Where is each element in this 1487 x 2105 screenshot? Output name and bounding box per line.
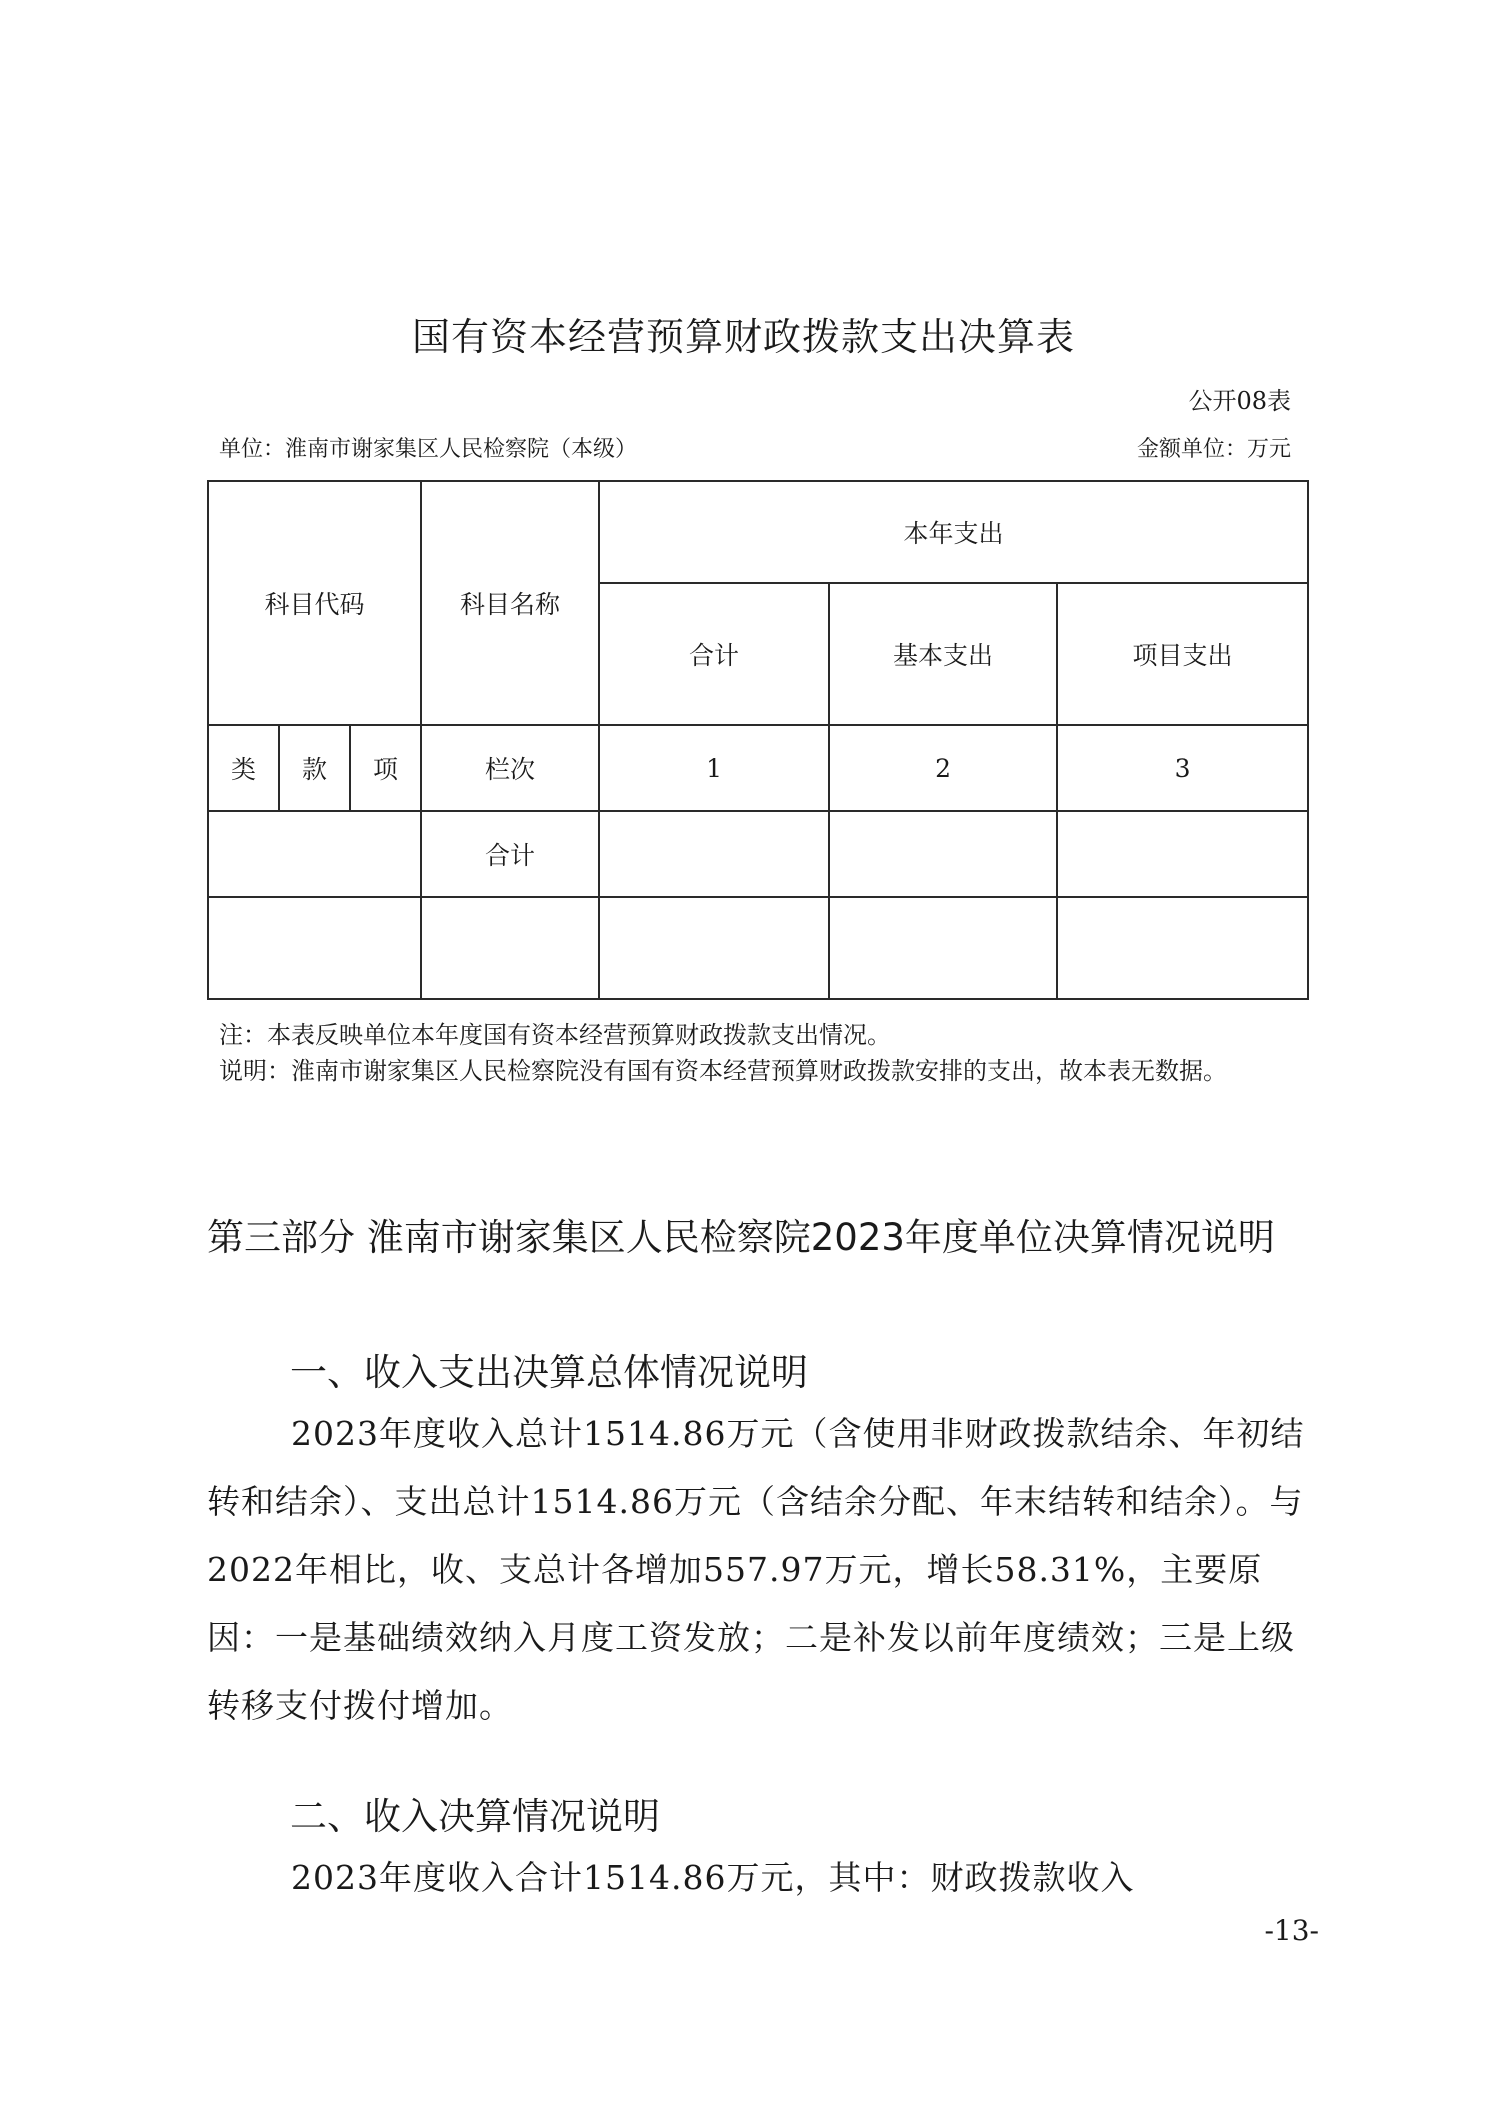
- header-item: 项: [350, 725, 421, 811]
- empty-row-total: [599, 897, 829, 999]
- section-one-paragraph: 2023年度收入总计1514.86万元（含使用非财政拨款结余、年初结转和结余）、支出总计1514.86万元（含结余分配、年末结转和结余）。与2022年相比，收、支总计各增加557.97万元，增长58.31%，主要原因：一是基础绩效纳入月度工资发放；二是补发以前年度绩效；三是上级转移支付拨付增加。: [207, 1414, 1305, 1725]
- total-row-code: [208, 811, 421, 897]
- header-column-no: 栏次: [421, 725, 599, 811]
- header-section: 款: [279, 725, 350, 811]
- amount-unit-label: 金额单位：万元: [1136, 437, 1291, 462]
- table-title: 国有资本经营预算财政拨款支出决算表: [411, 315, 1075, 359]
- table-explanation: 说明：淮南市谢家集区人民检察院没有国有资本经营预算财政拨款安排的支出，故本表无数据。: [219, 1057, 1227, 1085]
- form-number: 公开08表: [1188, 387, 1291, 415]
- empty-row-project: [1057, 897, 1308, 999]
- header-basic-expense: 基本支出: [829, 583, 1057, 725]
- header-subject-name: 科目名称: [421, 481, 599, 725]
- section-two-heading: 二、收入决算情况说明: [290, 1795, 660, 1838]
- header-project-expense: 项目支出: [1057, 583, 1308, 725]
- total-row-basic: [829, 811, 1057, 897]
- part-three-heading: 第三部分 淮南市谢家集区人民检察院2023年度单位决算情况说明: [207, 1216, 1275, 1259]
- budget-table: [207, 480, 1309, 1000]
- header-subject-code: 科目代码: [208, 481, 421, 725]
- total-row-project: [1057, 811, 1308, 897]
- total-row-total: [599, 811, 829, 897]
- column-3: 3: [1057, 725, 1308, 811]
- total-row-label: 合计: [421, 811, 599, 897]
- empty-row-name: [421, 897, 599, 999]
- header-class: 类: [208, 725, 279, 811]
- column-2: 2: [829, 725, 1057, 811]
- section-one-heading: 一、收入支出决算总体情况说明: [290, 1351, 808, 1394]
- table-note: 注：本表反映单位本年度国有资本经营预算财政拨款支出情况。: [219, 1021, 891, 1049]
- empty-row-basic: [829, 897, 1057, 999]
- unit-label: 单位：淮南市谢家集区人民检察院（本级）: [219, 437, 638, 462]
- empty-row-code: [208, 897, 421, 999]
- section-two-paragraph: 2023年度收入合计1514.86万元，其中：财政拨款收入: [291, 1858, 1135, 1897]
- header-current-year-expense: 本年支出: [599, 481, 1308, 583]
- column-1: 1: [599, 725, 829, 811]
- page-number: -13-: [1264, 1914, 1319, 1947]
- header-total: 合计: [599, 583, 829, 725]
